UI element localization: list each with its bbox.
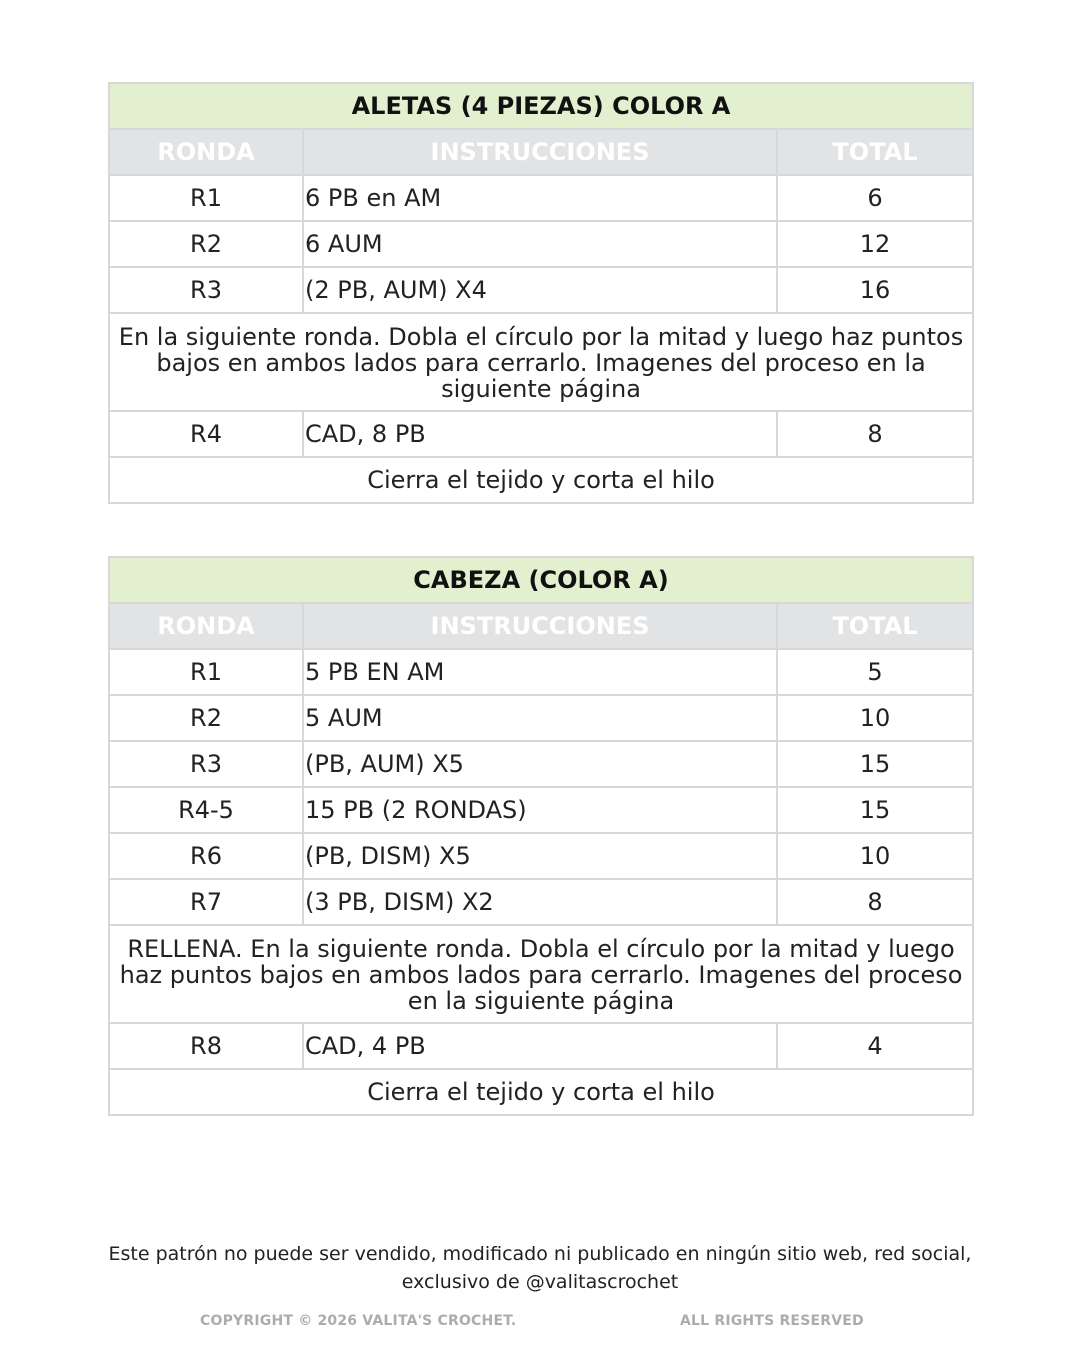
copyright-text: COPYRIGHT © 2026 VALITA'S CROCHET.: [200, 1313, 517, 1329]
instruction-note: En la siguiente ronda. Dobla el círculo por la mitad y luego haz puntos bajos en ambos lados para cerrarlo. Imagenes del proceso en la siguiente página: [109, 313, 973, 411]
ronda-cell: R7: [109, 879, 303, 925]
total-cell: 8: [777, 411, 973, 457]
ronda-cell: R8: [109, 1023, 303, 1069]
table-row: [109, 411, 973, 457]
instrucciones-cell: (PB, AUM) X5: [303, 741, 777, 787]
table-row: [109, 221, 973, 267]
ronda-cell: R3: [109, 267, 303, 313]
total-cell: 10: [777, 695, 973, 741]
column-header-ronda: RONDA: [109, 129, 303, 175]
footer-line-1: Este patrón no puede ser vendido, modificado ni publicado en ningún sitio web, red social,: [108, 1243, 972, 1265]
instrucciones-cell: CAD, 8 PB: [303, 411, 777, 457]
footer-line-2: exclusivo de @valitascrochet: [401, 1271, 679, 1293]
aletas-table: [108, 82, 974, 504]
instruction-note: RELLENA. En la siguiente ronda. Dobla el círculo por la mitad y luego haz puntos bajos en ambos lados para cerrarlo. Imagenes del proceso en la siguiente página: [109, 925, 973, 1023]
rights-reserved-text: ALL RIGHTS RESERVED: [680, 1313, 864, 1329]
table-row: [109, 649, 973, 695]
table-row: [109, 267, 973, 313]
table-row: [109, 741, 973, 787]
ending-note: Cierra el tejido y corta el hilo: [109, 457, 973, 503]
instrucciones-cell: 15 PB (2 RONDAS): [303, 787, 777, 833]
footer-disclaimer: [60, 1240, 1020, 1296]
total-cell: 15: [777, 787, 973, 833]
table-row: [109, 833, 973, 879]
ronda-cell: R3: [109, 741, 303, 787]
instrucciones-cell: 6 PB en AM: [303, 175, 777, 221]
ronda-cell: R2: [109, 695, 303, 741]
column-header-total: TOTAL: [777, 603, 973, 649]
table-row: [109, 787, 973, 833]
table-row: [109, 695, 973, 741]
ronda-cell: R6: [109, 833, 303, 879]
instrucciones-cell: 6 AUM: [303, 221, 777, 267]
instrucciones-cell: 5 PB EN AM: [303, 649, 777, 695]
cabeza-table: [108, 556, 974, 1116]
instrucciones-cell: (2 PB, AUM) X4: [303, 267, 777, 313]
total-cell: 15: [777, 741, 973, 787]
ending-note: Cierra el tejido y corta el hilo: [109, 1069, 973, 1115]
column-header-total: TOTAL: [777, 129, 973, 175]
instrucciones-cell: CAD, 4 PB: [303, 1023, 777, 1069]
instrucciones-cell: (PB, DISM) X5: [303, 833, 777, 879]
total-cell: 6: [777, 175, 973, 221]
total-cell: 16: [777, 267, 973, 313]
column-header-ronda: RONDA: [109, 603, 303, 649]
ronda-cell: R2: [109, 221, 303, 267]
instrucciones-cell: 5 AUM: [303, 695, 777, 741]
ronda-cell: R4: [109, 411, 303, 457]
column-header-instrucciones: INSTRUCCIONES: [303, 603, 777, 649]
total-cell: 4: [777, 1023, 973, 1069]
total-cell: 12: [777, 221, 973, 267]
instrucciones-cell: (3 PB, DISM) X2: [303, 879, 777, 925]
total-cell: 8: [777, 879, 973, 925]
total-cell: 10: [777, 833, 973, 879]
table-title: ALETAS (4 PIEZAS) COLOR A: [109, 83, 973, 129]
column-header-instrucciones: INSTRUCCIONES: [303, 129, 777, 175]
table-row: [109, 1023, 973, 1069]
ronda-cell: R1: [109, 649, 303, 695]
ronda-cell: R4-5: [109, 787, 303, 833]
table-row: [109, 879, 973, 925]
total-cell: 5: [777, 649, 973, 695]
table-row: [109, 175, 973, 221]
ronda-cell: R1: [109, 175, 303, 221]
table-title: CABEZA (COLOR A): [109, 557, 973, 603]
